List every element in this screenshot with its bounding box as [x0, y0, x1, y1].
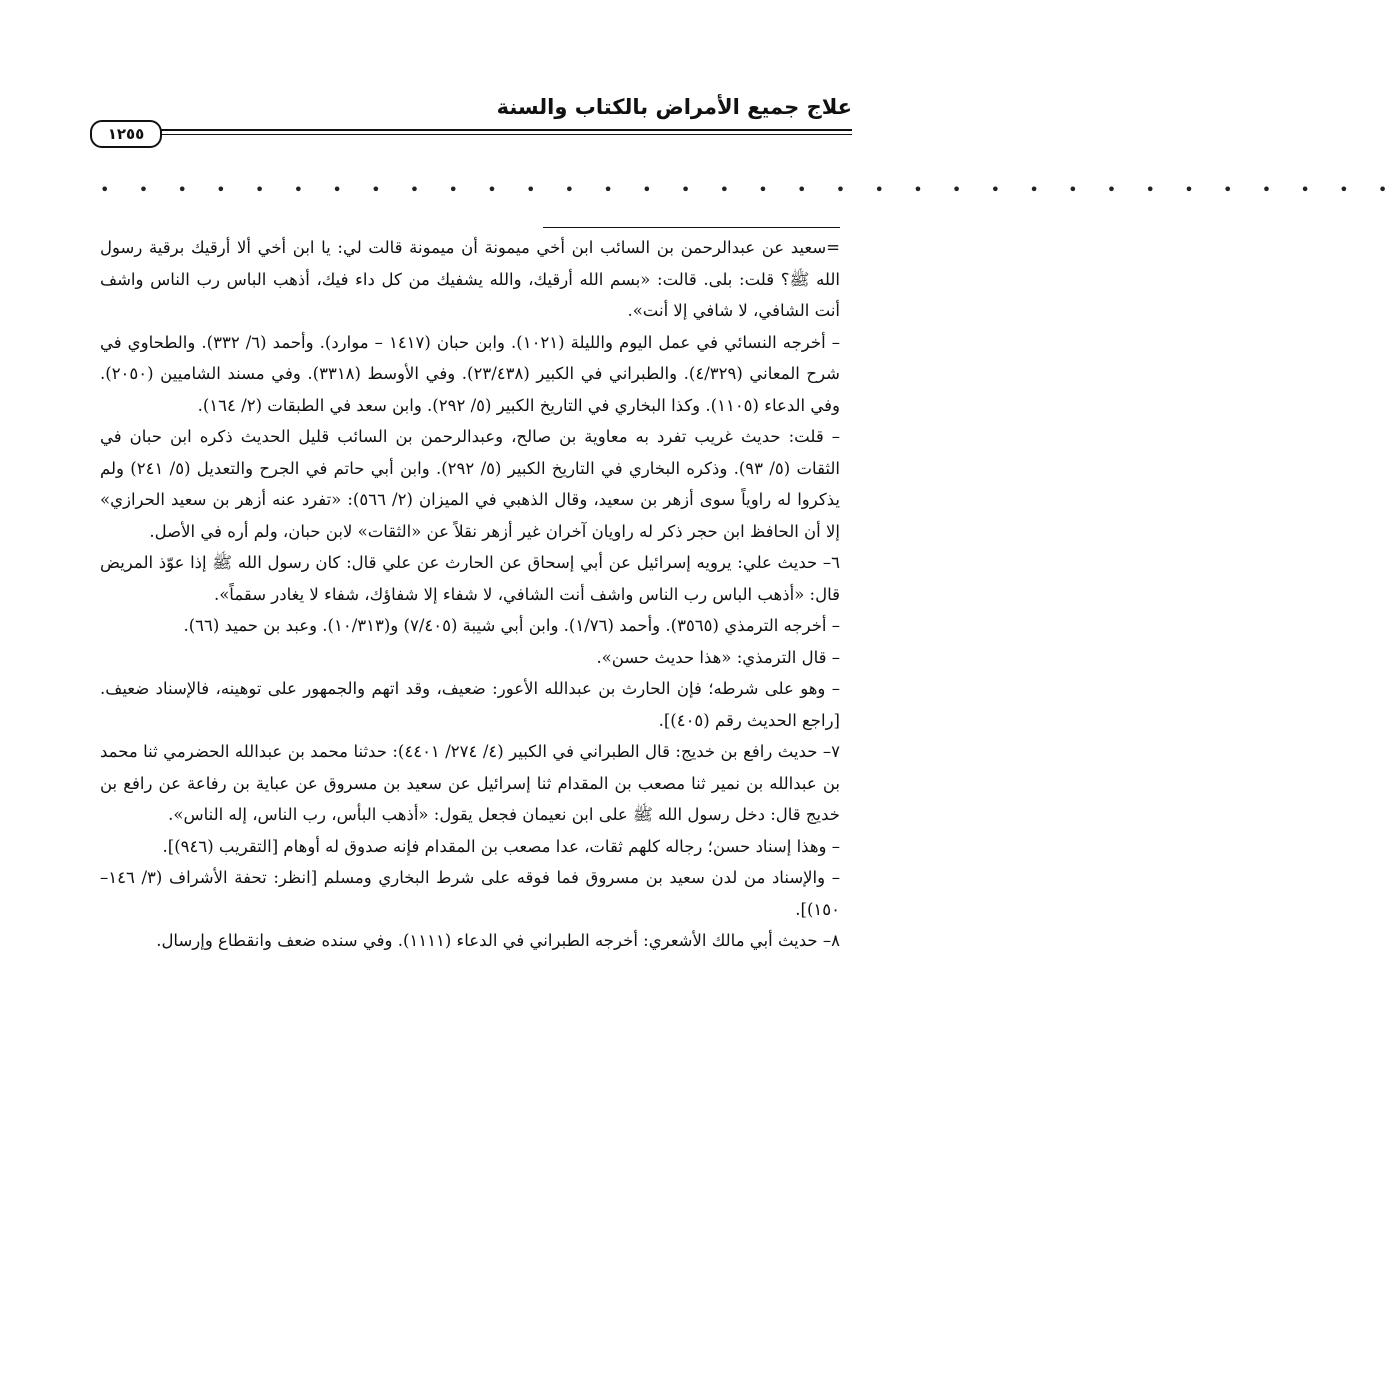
running-title: علاج جميع الأمراض بالكتاب والسنة — [496, 95, 852, 119]
paragraph: – قلت: حديث غريب تفرد به معاوية بن صالح، وعبدالرحمن بن السائب قليل الحديث ذكره ابن حبان في الثقات (٥/ ٩٣). وذكره البخاري في التاريخ الكبير (٥/ ٢٩٢). وابن أبي حاتم في الجرح والتعديل (٥/ ٢٤١) ولم يذكروا له راوياً سوى أزهر بن سعيد، وقال الذهبي في الميزان (٢/ ٥٦٦): «تفرد عنه أزهر بن سعيد الحرازي» إلا أن الحافظ ابن حجر ذكر له راويان آخران غير أزهر نقلاً عن «الثقات» لابن حبان، ولم أره في الأصل. — [100, 427, 841, 541]
page-header — [90, 92, 852, 152]
paragraph: – أخرجه النسائي في عمل اليوم والليلة (١٠٢١). وابن حبان (١٤١٧ – موارد). وأحمد (٦/ ٣٣٢). والطحاوي في شرح المعاني (٤/٣٢٩). والطبراني في الكبير (٢٣/٤٣٨). وفي الأوسط (٣٣١٨). وفي مسند الشاميين (٢٠٥٠). وفي الدعاء (١١٠٥). وكذا البخاري في التاريخ الكبير (٥/ ٢٩٢). وابن سعد في الطبقات (٢/ ١٦٤). — [100, 332, 840, 415]
paragraph: ٨– حديث أبي مالك الأشعري: أخرجه الطبراني في الدعاء (١١١١). وفي سنده ضعف وانقطاع وإرسال. — [156, 931, 840, 950]
paragraph: – قال الترمذي: «هذا حديث حسن». — [596, 647, 840, 667]
paragraph: – وهذا إسناد حسن؛ رجاله كلهم ثقات، عدا مصعب بن المقدام فإنه صدوق له أوهام [التقريب (٩٤٦)]. — [162, 836, 840, 856]
footnote-body — [100, 232, 840, 957]
section-separator: • • • • • • • • • • • • • • • • • • • • • • • • • • • • • • • • • • — [100, 180, 1399, 199]
paragraph: – وهو على شرطه؛ فإن الحارث بن عبدالله الأعور: ضعيف، وقد اتهم والجمهور على توهينه، فالإسناد ضعيف. [راجع الحديث رقم (٤٠٥)]. — [100, 679, 840, 730]
paragraph: ٧– حديث رافع بن خديج: قال الطبراني في الكبير (٤/ ٢٧٤/ ٤٤٠١): حدثنا محمد بن عبدالله الحضرمي ثنا محمد بن عبدالله بن نمير ثنا مصعب بن المقدام ثنا إسرائيل عن سعيد بن مسروق عن عباية بن رفاعة عن رافع بن خديج قال: دخل رسول الله ﷺ على ابن نعيمان فجعل يقول: «أذهب البأس، رب الناس، إله الناس». — [100, 742, 840, 824]
header-rule — [150, 129, 852, 135]
paragraph: ٦– حديث علي: يرويه إسرائيل عن أبي إسحاق عن الحارث عن علي قال: كان رسول الله ﷺ إذا عوّذ المريض قال: «أذهب الباس رب الناس واشف أنت الشافي، لا شفاء إلا شفاؤك، شفاء لا يغادر سقماً». — [100, 553, 840, 604]
footnote-rule — [543, 227, 840, 228]
paragraph: – أخرجه الترمذي (٣٥٦٥). وأحمد (١/٧٦). وابن أبي شيبة (٧/٤٠٥) و(١٠/٣١٣). وعبد بن حميد (٦٦). — [183, 616, 840, 635]
paragraph: – والإسناد من لدن سعيد بن مسروق فما فوقه على شرط البخاري ومسلم [انظر: تحفة الأشراف (٣/ ١٤٦–١٥٠)]. — [100, 868, 840, 919]
paragraph: =سعيد عن عبدالرحمن بن السائب ابن أخي ميمونة أن ميمونة قالت لي: يا ابن أخي ألا أرقيك برقية رسول الله ﷺ؟ قلت: بلى. قالت: «بسم الله أرقيك، والله يشفيك من كل داء فيك، أذهب الباس رب الناس واشف أنت الشافي، لا شافي إلا أنت». — [100, 238, 840, 320]
page-number: ١٢٥٥ — [90, 120, 162, 148]
